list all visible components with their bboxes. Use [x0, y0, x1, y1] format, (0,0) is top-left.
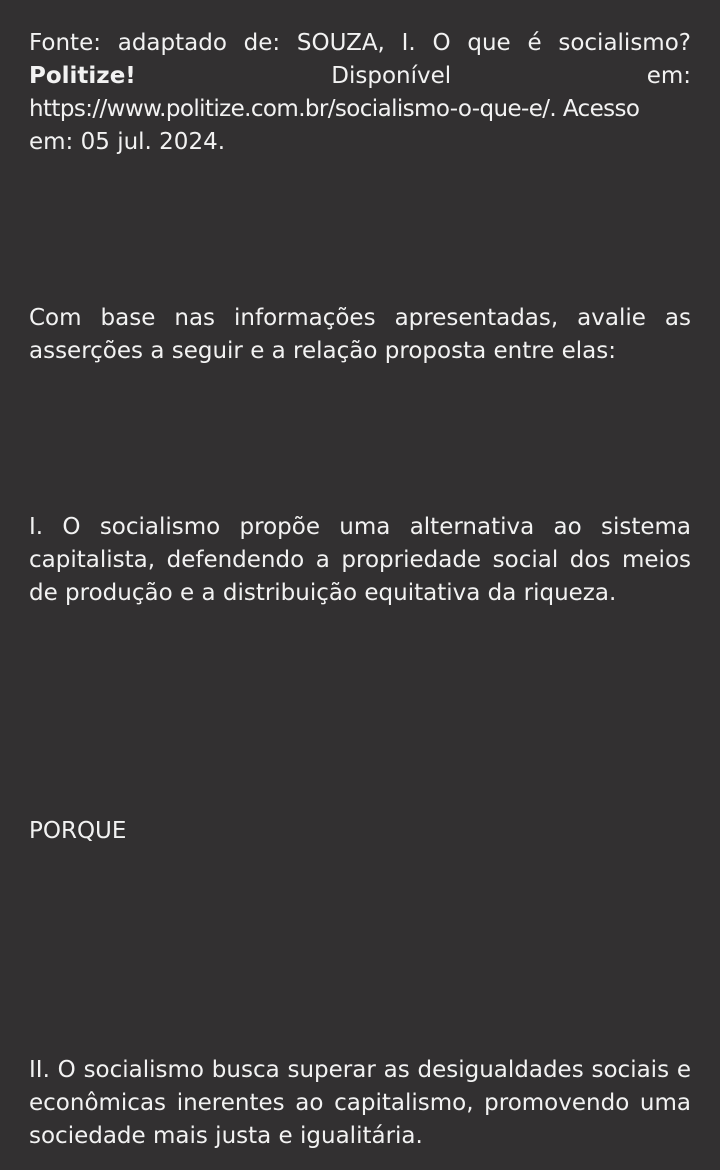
connector-porque: PORQUE — [29, 818, 127, 844]
assertion-2: II. O socialismo busca superar as desigualdades sociais e econômicas inerentes ao capitalismo, promovendo uma sociedade mais justa e igualitária. — [29, 1057, 691, 1149]
available-label: Disponível — [331, 63, 452, 89]
question-prompt: Com base nas informações apresentadas, avalie as asserções a seguir e a relação proposta entre elas: — [29, 305, 691, 364]
publication-name: Politize! — [29, 63, 136, 89]
source-citation — [29, 27, 691, 159]
source-url: https://www.politize.com.br/socialismo-o-que-e/. Acesso — [29, 96, 640, 122]
source-line-1: Fonte: adaptado de: SOUZA, I. O que é socialismo? — [29, 30, 691, 56]
access-date: em: 05 jul. 2024. — [29, 129, 226, 155]
em-label: em: — [646, 63, 691, 89]
source-line-2 — [29, 60, 691, 93]
assertion-1: I. O socialismo propõe uma alternativa ao sistema capitalista, defendendo a propriedade social dos meios de produção e a distribuição equitativa da riqueza. — [29, 514, 691, 606]
